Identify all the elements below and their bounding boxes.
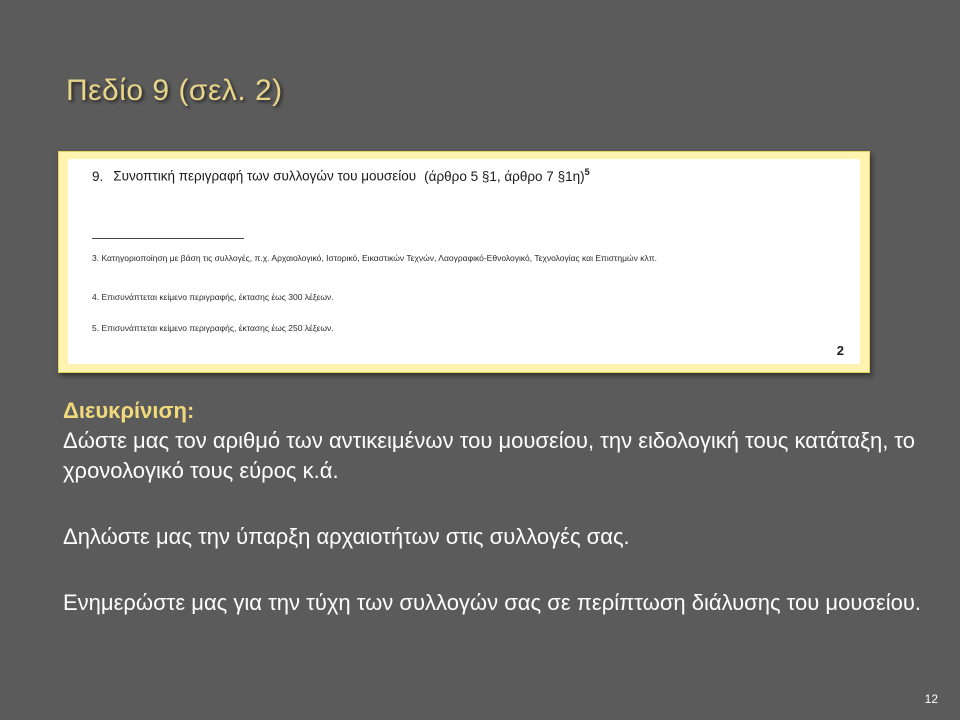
paragraph-spacer: [63, 552, 923, 588]
question-footnote-mark: 5: [584, 167, 590, 177]
question-number: 9.: [92, 168, 104, 184]
form-page-number: 2: [836, 343, 844, 358]
form-excerpt-frame: [58, 151, 870, 373]
footnote-separator: [92, 238, 244, 239]
clarification-paragraph-1: Δώστε μας τον αριθμό των αντικειμένων του μουσείου, την ειδολογική τους κατάταξη, το χρονολογικό τους εύρος κ.ά.: [63, 428, 916, 483]
clarification-paragraph-2: Δηλώστε μας την ύπαρξη αρχαιοτήτων στις συλλογές σας.: [63, 524, 630, 549]
slide-title: Πεδίο 9 (σελ. 2): [66, 74, 283, 107]
clarification-block: [63, 396, 923, 618]
footnote-4: 4. Επισυνάπτεται κείμενο περιγραφής, έκτασης έως 300 λέξεων.: [92, 292, 334, 302]
form-excerpt-page: [68, 159, 860, 364]
paragraph-spacer: [63, 486, 923, 522]
footnote-3: 3. Κατηγοριοποίηση με βάση τις συλλογές, π.χ. Αρχαιολογικό, Ιστορικό, Εικαστικών Τεχνών, Λαογραφικό-Εθνολογικό, Τεχνολογίας και Επιστημών κλπ.: [92, 253, 657, 263]
clarification-paragraph-3: Ενημερώστε μας για την τύχη των συλλογών σας σε περίπτωση διάλυσης του μουσείου.: [63, 590, 922, 615]
question-text: Συνοπτική περιγραφή των συλλογών του μουσείου: [113, 168, 417, 184]
question-reference: (άρθρο 5 §1, άρθρο 7 §1η): [424, 168, 585, 184]
footnote-5: 5. Επισυνάπτεται κείμενο περιγραφής, έκτασης έως 250 λέξεων.: [92, 323, 334, 333]
slide-number: 12: [924, 692, 938, 706]
clarification-heading: Διευκρίνιση:: [63, 398, 195, 423]
form-question-line: [92, 167, 590, 184]
